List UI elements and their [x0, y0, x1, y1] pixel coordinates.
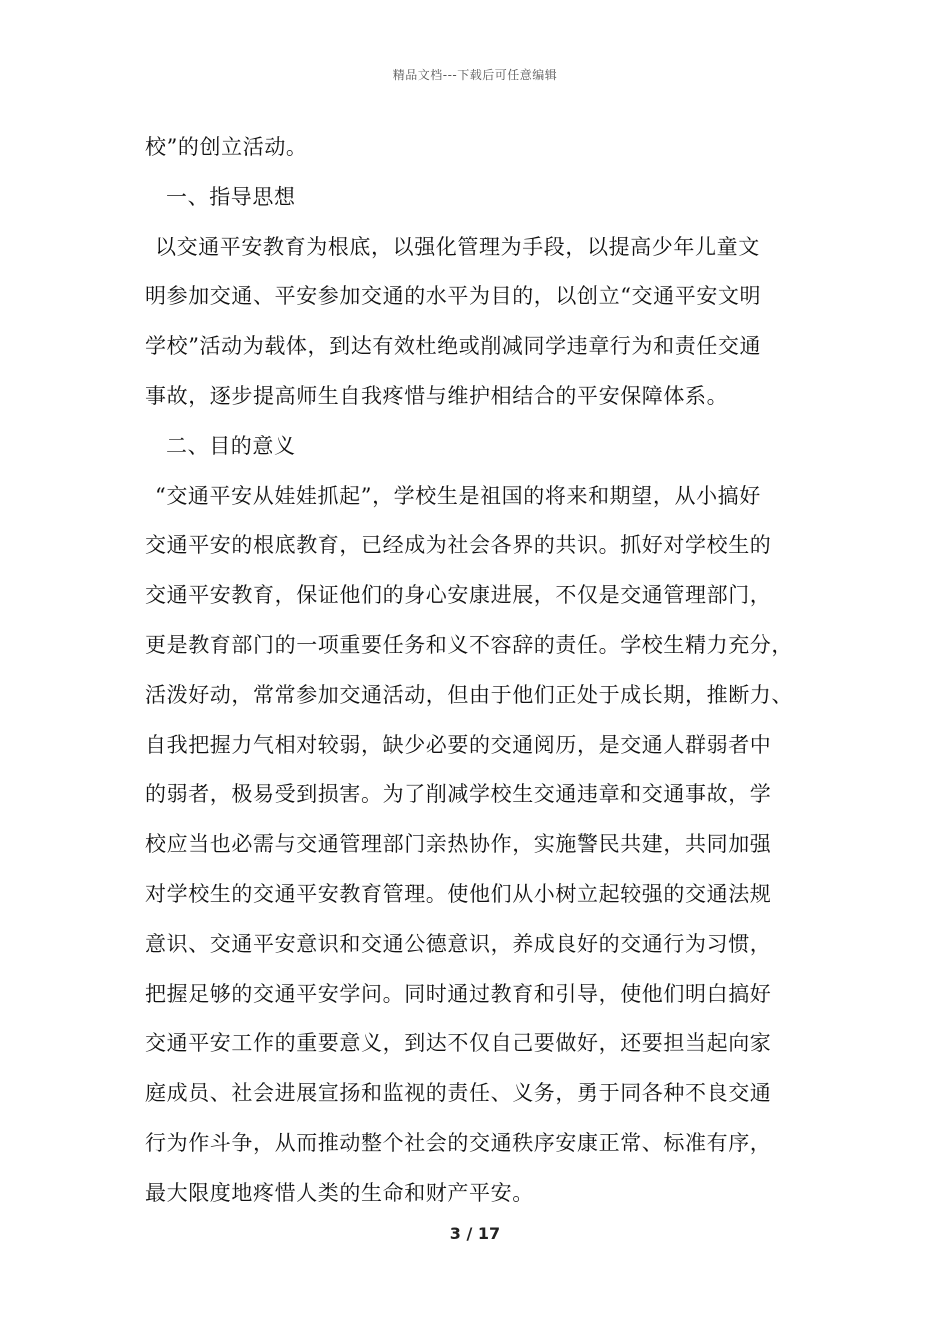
- body-line: 交通平安工作的重要意义，到达不仅自己要做好，还要担当起向家: [145, 1031, 772, 1056]
- body-line: 自我把握力气相对较弱，缺少必要的交通阅历，是交通人群弱者中: [145, 732, 772, 757]
- body-line: 对学校生的交通平安教育管理。使他们从小树立起较强的交通法规: [145, 881, 772, 906]
- body-line: 校”的创立活动。: [145, 135, 308, 159]
- section-heading-guiding-ideology: 一、指导思想: [166, 184, 296, 209]
- section-heading-purpose: 二、目的意义: [166, 433, 296, 458]
- body-line: 明参加交通、平安参加交通的水平为目的，以创立“交通平安文明: [145, 284, 762, 309]
- body-line: 交通平安的根底教育，已经成为社会各界的共识。抓好对学校生的: [145, 533, 772, 558]
- body-line: 事故，逐步提高师生自我疼惜与维护相结合的平安保障体系。: [145, 383, 729, 408]
- body-line: 学校”活动为载体，到达有效杜绝或削减同学违章行为和责任交通: [145, 334, 762, 359]
- page-number: 3 / 17: [449, 1224, 501, 1243]
- body-line: 意识、交通平安意识和交通公德意识，养成良好的交通行为习惯，: [145, 931, 772, 956]
- body-line: 校应当也必需与交通管理部门亲热协作，实施警民共建，共同加强: [145, 832, 772, 857]
- body-line: 以交通平安教育为根底，以强化管理为手段，以提高少年儿童文: [155, 234, 760, 259]
- body-line: “交通平安从娃娃抓起”，学校生是祖国的将来和期望，从小搞好: [155, 483, 761, 508]
- body-line: 更是教育部门的一项重要任务和义不容辞的责任。学校生精力充分，: [145, 632, 793, 657]
- body-line: 的弱者，极易受到损害。为了削减学校生交通违章和交通事故，学: [145, 782, 772, 807]
- body-line: 行为作斗争，从而推动整个社会的交通秩序安康正常、标准有序，: [145, 1130, 772, 1155]
- body-line: 最大限度地疼惜人类的生命和财产平安。: [145, 1180, 534, 1205]
- document-body: [145, 128, 825, 1224]
- body-line: 庭成员、社会进展宣扬和监视的责任、义务，勇于同各种不良交通: [145, 1081, 772, 1106]
- body-line: 交通平安教育，保证他们的身心安康进展，不仅是交通管理部门，: [145, 583, 772, 608]
- body-line: 把握足够的交通平安学问。同时通过教育和引导，使他们明白搞好: [145, 981, 772, 1006]
- page-header: 精品文档---下载后可任意编辑: [392, 68, 558, 82]
- body-line: 活泼好动，常常参加交通活动，但由于他们正处于成长期，推断力、: [145, 682, 793, 707]
